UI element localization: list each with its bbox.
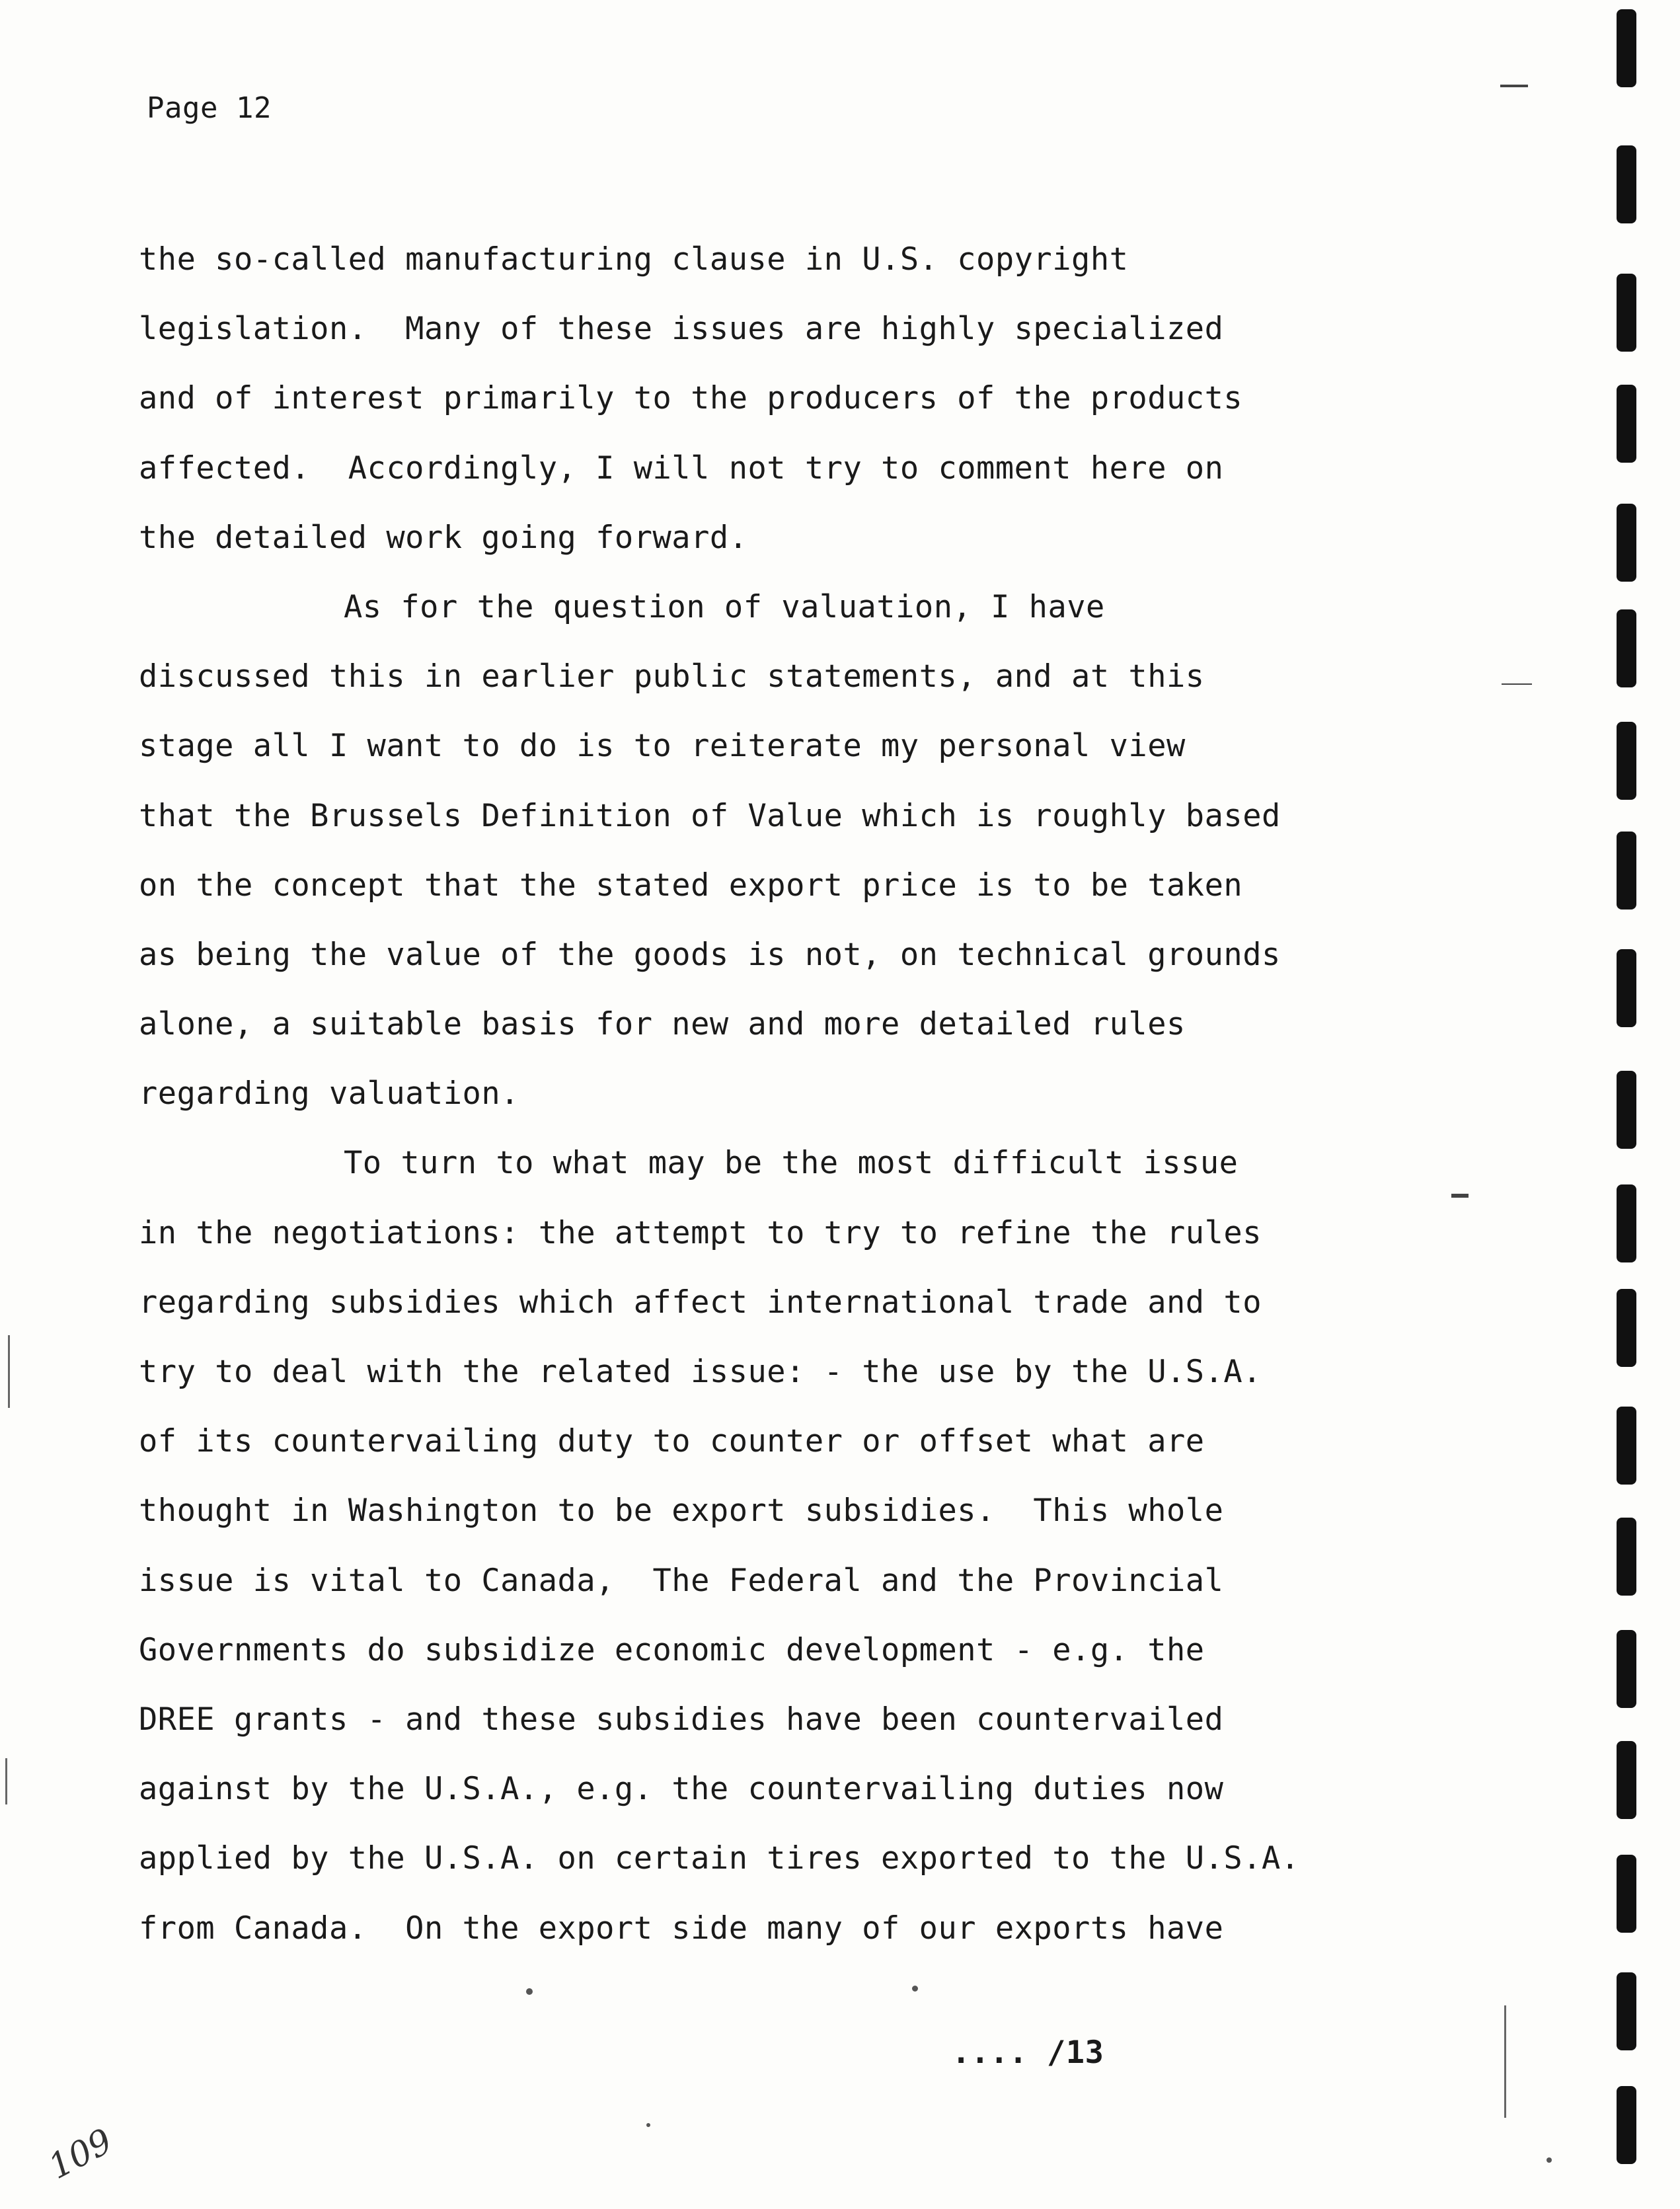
binder-punch-strip [1611,0,1651,2209]
punch-hole-mark [1617,145,1636,223]
punch-hole-mark [1617,1407,1636,1485]
text-line: the detailed work going forward. [139,519,748,556]
scan-dash-mark [1451,1194,1469,1198]
punch-hole-mark [1617,1071,1636,1149]
text-line: thought in Washington to be export subsidies. This whole [139,1492,1224,1530]
text-line: issue is vital to Canada, The Federal and the Provincial [139,1562,1224,1599]
scan-speck [646,2123,650,2127]
punch-hole-mark [1617,1289,1636,1367]
text-line: on the concept that the stated export price is to be taken [139,867,1243,904]
scan-margin-line [1504,2005,1506,2118]
text-line: in the negotiations: the attempt to try to refine the rules [139,1214,1262,1251]
scan-speck [526,1988,533,1995]
punch-hole-mark [1617,609,1636,687]
text-line: as being the value of the goods is not, on technical grounds [139,936,1281,973]
punch-hole-mark [1617,1184,1636,1262]
text-line: Governments do subsidize economic development - e.g. the [139,1631,1205,1668]
scan-speck [1546,2157,1552,2163]
text-line: of its countervailing duty to counter or offset what are [139,1423,1205,1460]
punch-hole-mark [1617,504,1636,582]
punch-hole-mark [1617,274,1636,352]
continuation-marker: .... /13 [952,2035,1104,2071]
scan-dash-mark [1502,683,1532,685]
punch-hole-mark [1617,385,1636,463]
left-edge-mark [5,1758,7,1804]
handwritten-page-note: 109 [42,2121,119,2187]
text-line: alone, a suitable basis for new and more detailed rules [139,1006,1186,1043]
punch-hole-mark [1617,1855,1636,1933]
punch-hole-mark [1617,1630,1636,1708]
text-line: the so-called manufacturing clause in U.S. copyright [139,241,1129,278]
text-line: regarding valuation. [139,1075,519,1112]
text-line: DREE grants - and these subsidies have been countervailed [139,1701,1224,1738]
punch-hole-mark [1617,1518,1636,1596]
text-line: discussed this in earlier public statements, and at this [139,658,1205,695]
body-text [139,225,1300,1963]
left-edge-mark [8,1335,10,1408]
text-line: To turn to what may be the most difficult issue [344,1145,1239,1182]
text-line: stage all I want to do is to reiterate my personal view [139,728,1186,765]
text-line: against by the U.S.A., e.g. the countervailing duties now [139,1771,1224,1808]
text-line: try to deal with the related issue: - the use by the U.S.A. [139,1354,1262,1390]
punch-hole-mark [1617,1741,1636,1819]
text-line: affected. Accordingly, I will not try to comment here on [139,449,1224,486]
text-line: that the Brussels Definition of Value which is roughly based [139,797,1281,834]
punch-hole-mark [1617,722,1636,800]
punch-hole-mark [1617,9,1636,87]
text-line: As for the question of valuation, I have [344,588,1105,625]
text-line: regarding subsidies which affect international trade and to [139,1284,1262,1321]
text-line: from Canada. On the export side many of our exports have [139,1910,1224,1947]
page-number: Page 12 [147,91,272,125]
text-line: legislation. Many of these issues are highly specialized [139,311,1224,348]
text-line: applied by the U.S.A. on certain tires exported to the U.S.A. [139,1840,1300,1877]
text-line: and of interest primarily to the producers of the products [139,380,1243,417]
scan-speck [912,1986,918,1992]
punch-hole-mark [1617,1972,1636,2050]
punch-hole-mark [1617,949,1636,1027]
punch-hole-mark [1617,2086,1636,2164]
punch-hole-mark [1617,832,1636,910]
scan-dash-mark [1500,85,1528,87]
